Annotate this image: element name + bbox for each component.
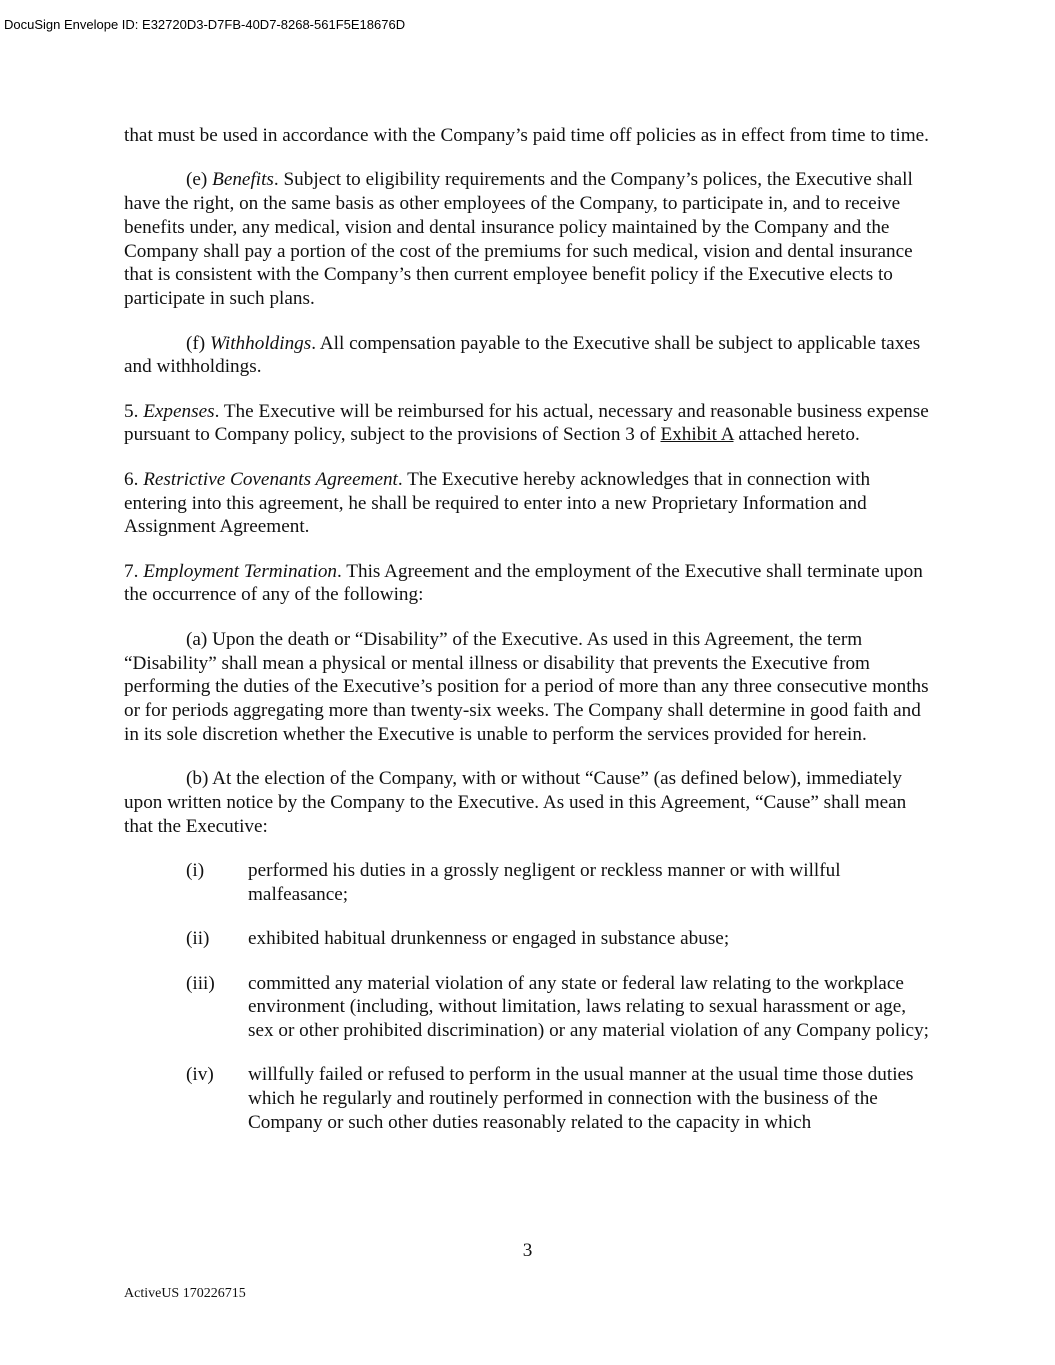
- section-4f-label: (f): [186, 332, 210, 354]
- section-7a-disability: (a) Upon the death or “Disability” of the Executive. As used in this Agreement, the term “Disability” shall mean a physical or mental illness or disability that prevents the Executive from performing the duties of the Executive’s position for a period of more than any three consecutive months or for periods aggregating more than twenty-six weeks. The Company shall determine in good faith and in its sole discretion whether the Executive is unable to perform the services provided for herein.: [124, 628, 929, 745]
- section-4f-title: Withholdings: [209, 332, 312, 354]
- section-4e-benefits: [124, 168, 936, 311]
- section-4e-label: (e): [186, 169, 213, 191]
- section-6-restrictive-covenants: [124, 468, 936, 539]
- section-7-employment-termination: [124, 560, 936, 608]
- cause-item-i: [124, 859, 936, 907]
- section-7-number: 7.: [124, 560, 144, 582]
- section-5-text-a: . The Executive will be reimbursed for his actual, necessary and reasonable business expense pursuant to Company policy, subject to the provisions of Section 3 of: [124, 400, 929, 446]
- section-5-text-b: attached hereto.: [733, 424, 860, 446]
- docusign-envelope-id: DocuSign Envelope ID: E32720D3-D7FB-40D7-8268-561F5E18676D: [4, 17, 406, 32]
- cause-item-number: (i): [186, 860, 205, 882]
- page-number: 3: [522, 1240, 533, 1261]
- cause-item-text: exhibited habitual drunkenness or engaged in substance abuse;: [248, 928, 730, 950]
- section-5-number: 5.: [124, 400, 144, 422]
- exhibit-a-reference: Exhibit A: [660, 424, 734, 446]
- section-7b-cause: (b) At the election of the Company, with or without “Cause” (as defined below), immediately upon written notice by the Company to the Executive. As used in this Agreement, “Cause” shall mean that the Executive:: [124, 768, 907, 837]
- section-4e-title: Benefits: [212, 169, 274, 191]
- document-body: [124, 124, 936, 1155]
- cause-item-text: willfully failed or refused to perform in the usual manner at the usual time those duties which he regularly and routinely performed in connection with the business of the Company or such other duties reasonably related to the capacity in which: [248, 1064, 914, 1133]
- cause-item-text: committed any material violation of any state or federal law relating to the workplace environment (including, without limitation, laws relating to sexual harassment or age, sex or other prohibited discrimination) or any material violation of any Company policy;: [248, 972, 929, 1042]
- cause-item-iv: [124, 1063, 936, 1134]
- cause-item-text: performed his duties in a grossly negligent or reckless manner or with willful malfeasance;: [248, 860, 841, 905]
- cause-item-number: (iv): [186, 1064, 214, 1086]
- cause-item-number: (ii): [186, 928, 210, 950]
- cause-item-iii: [124, 972, 936, 1043]
- section-5-expenses: [124, 400, 936, 448]
- section-5-title: Expenses: [143, 400, 215, 422]
- continuation-paragraph: that must be used in accordance with the Company’s paid time off policies as in effect from time to time.: [124, 125, 929, 146]
- cause-item-ii: [124, 927, 936, 951]
- cause-item-number: (iii): [186, 972, 215, 994]
- section-7-text: . This Agreement and the employment of the Executive shall terminate upon the occurrence of any of the following:: [124, 560, 923, 606]
- section-4f-withholdings: [124, 332, 936, 380]
- section-7-title: Employment Termination: [143, 560, 338, 582]
- section-4e-text: . Subject to eligibility requirements and the Company’s polices, the Executive shall have the right, on the same basis as other employees of the Company, to participate in, and to receive benefits under, any medical, vision and dental insurance policy maintained by the Company and the Company shall pay a portion of the cost of the premiums for such medical, vision and dental insurance that is consistent with the Company’s then current employee benefit policy if the Executive elects to participate in such plans.: [124, 169, 913, 310]
- section-6-number: 6.: [124, 468, 144, 490]
- section-6-text: . The Executive hereby acknowledges that in connection with entering into this agreement, he shall be required to enter into a new Proprietary Information and Assignment Agreement.: [124, 468, 871, 538]
- section-6-title: Restrictive Covenants Agreement: [143, 468, 398, 490]
- section-4f-text: . All compensation payable to the Executive shall be subject to applicable taxes and withholdings.: [124, 332, 921, 378]
- document-id-footer: ActiveUS 170226715: [124, 1286, 246, 1301]
